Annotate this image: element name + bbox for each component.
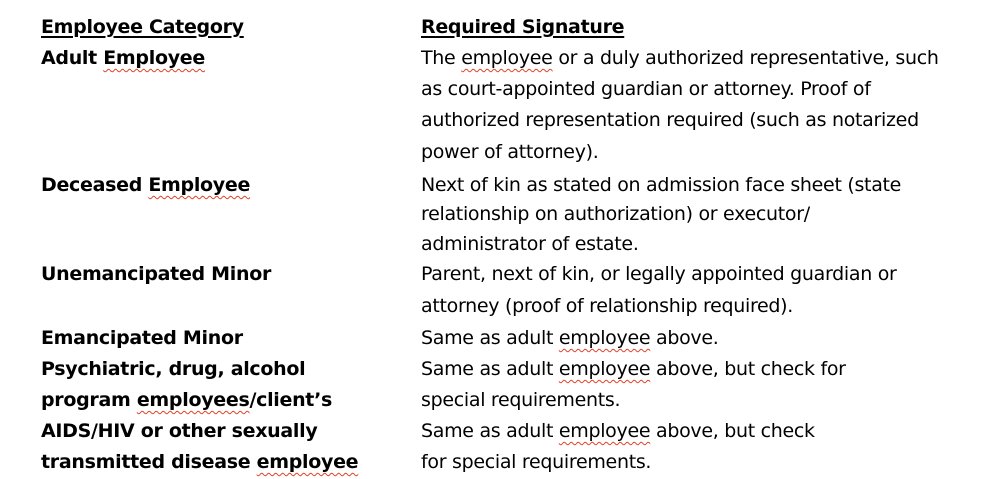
text-segment: administrator of estate. <box>421 233 639 255</box>
text-segment: AIDS/HIV or other sexually <box>41 420 318 442</box>
category-psychiatric-line-2 <box>41 385 332 416</box>
signature-line <box>421 291 793 322</box>
text-segment: attorney (proof of relationship required). <box>421 295 794 317</box>
spellcheck-word[interactable]: Employee <box>148 174 251 196</box>
text-segment: above, but check for <box>650 358 846 380</box>
signature-line <box>421 170 901 201</box>
signature-line <box>421 447 651 478</box>
spellcheck-word[interactable]: employee <box>256 451 359 473</box>
category-aids-line-2 <box>41 447 358 478</box>
signature-line <box>421 199 810 230</box>
signature-line <box>421 43 939 74</box>
spellcheck-word[interactable]: employee <box>558 327 651 349</box>
text-segment: Deceased <box>41 174 149 196</box>
text-segment: for special requirements. <box>421 451 652 473</box>
text-segment: program <box>41 389 137 411</box>
text-segment: Next of kin as stated on admission face sheet (state <box>421 174 902 196</box>
text-segment: special requirements. <box>421 389 621 411</box>
spellcheck-word[interactable]: Employee <box>103 47 205 69</box>
header-required-signature: Required Signature <box>421 16 625 38</box>
text-segment: power of attorney). <box>421 141 599 163</box>
category-emancipated-minor <box>41 323 243 354</box>
category-psychiatric-line-1 <box>41 354 305 385</box>
text-segment: Emancipated Minor <box>41 327 243 349</box>
header-employee-category: Employee Category <box>41 16 244 38</box>
text-segment: as court-appointed guardian or attorney. Proof of <box>421 78 871 100</box>
text-segment: Same as adult <box>421 420 559 442</box>
text-segment: Adult <box>41 47 104 69</box>
spellcheck-word[interactable]: employee <box>461 47 553 69</box>
text-segment: Same as adult <box>421 358 559 380</box>
text-segment: or a duly authorized representative, such <box>552 47 939 69</box>
signature-line <box>421 137 599 168</box>
text-segment: transmitted disease <box>41 451 257 473</box>
signature-line <box>421 74 871 105</box>
text-segment: Same as adult <box>421 327 559 349</box>
spellcheck-word[interactable]: employee <box>558 358 651 380</box>
text-segment: /client’s <box>249 389 333 411</box>
signature-line <box>421 105 919 136</box>
spellcheck-word[interactable]: employees <box>136 389 250 411</box>
signature-line <box>421 229 639 260</box>
spellcheck-word[interactable]: employee <box>558 420 651 442</box>
signature-line <box>421 354 846 385</box>
text-segment: above. <box>650 327 719 349</box>
text-segment: authorized representation required (such as notarized <box>421 109 919 131</box>
signature-line <box>421 416 815 447</box>
category-adult-employee <box>41 43 205 74</box>
signature-line <box>421 259 897 290</box>
text-segment: above, but check <box>650 420 815 442</box>
text-segment: relationship on authorization) or executor/ <box>421 203 810 225</box>
category-deceased-employee <box>41 170 250 201</box>
text-segment: The <box>421 47 462 69</box>
signature-line <box>421 385 620 416</box>
text-segment: Parent, next of kin, or legally appointed guardian or <box>421 263 897 285</box>
signature-line <box>421 323 718 354</box>
category-unemancipated-minor <box>41 259 271 290</box>
category-aids-line-1 <box>41 416 317 447</box>
text-segment: Psychiatric, drug, alcohol <box>41 358 306 380</box>
text-segment: Unemancipated Minor <box>41 263 272 285</box>
